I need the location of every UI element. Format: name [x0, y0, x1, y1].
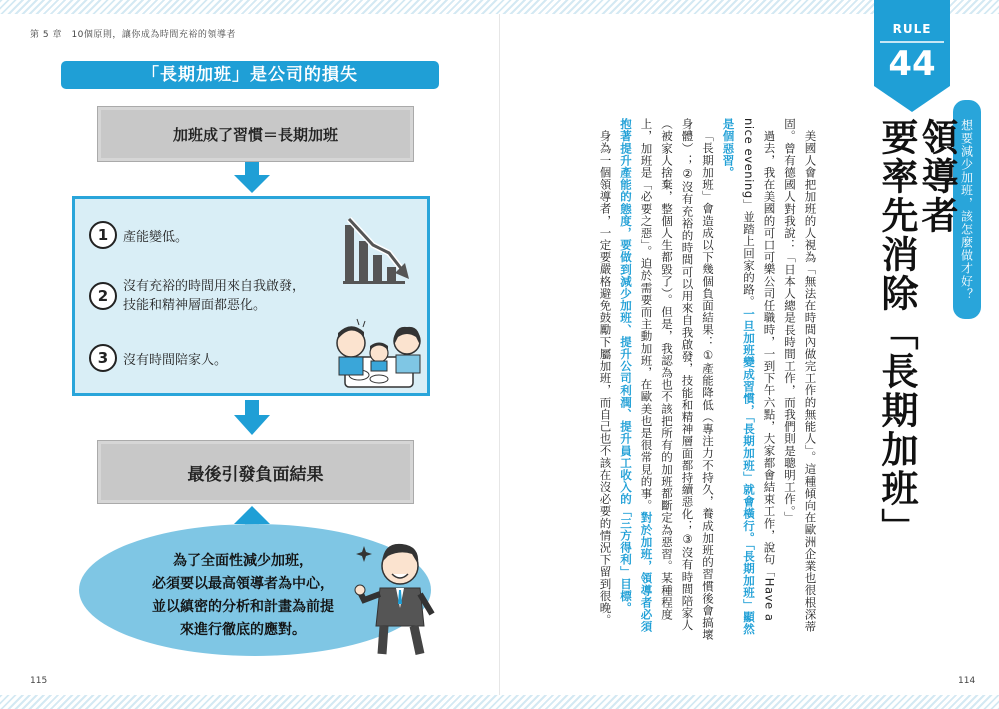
text-segment: 過去，我在美國的可口可樂公司任職時，一到下午六點，大家都會結束工作，說句「Have a nice evening」並踏上回家的路。: [742, 118, 777, 622]
paragraph: [718, 118, 780, 643]
family-illustration-icon: [331, 317, 427, 391]
paragraph: [780, 118, 821, 643]
bottom-stripe-border: [0, 695, 999, 709]
top-stripe-border: [0, 0, 999, 14]
chapter-header: 第 5 章 10個原則，讓你成為時間充裕的領導者: [30, 30, 236, 40]
text-segment: 身為一個領導者，一定要嚴格避免鼓勵下屬加班，而自己也不該在沒必要的情況下留到很晚。: [598, 129, 613, 626]
title-line-2: 要率先消除「長期加班」: [875, 118, 918, 547]
result-box: 最後引發負面結果: [97, 440, 414, 504]
title-line-1: 領導者: [915, 118, 958, 235]
text-segment: 「長期加班」會造成以下幾個負面結果：①產能降低（專注力不持久，養成加班的習慣後會搞壞身體）；②沒有充裕的時間可以用來自我啟發，技能和精神層面都持續惡化；③沒有時間陪家人（被家人捨棄，整個人生都毀了）。但是，我認為也不該把所有的加班都斷定為惡習。某種程度上，加班是「必要之惡」。迫於需要而主動加班，在歐美也是很常見的事。: [639, 118, 715, 641]
down-arrow-icon: [232, 162, 272, 194]
highlight-segment: 一旦加班變成習慣，「長期加班」就會橫行。「長期加班」顯然是個惡習。: [721, 118, 756, 635]
habit-box: 加班成了習慣＝長期加班: [97, 106, 414, 162]
number-badge: 3: [89, 344, 117, 372]
consequence-item-2: [89, 277, 305, 315]
paragraph: [616, 118, 719, 643]
consequence-text: 產能變低。: [123, 229, 189, 245]
tagline-pill: 想要減少加班，該怎麼做才好？: [953, 100, 981, 319]
number-badge: 1: [89, 221, 117, 249]
body-text: [595, 118, 821, 643]
rule-number: 44: [888, 44, 936, 84]
chapter-title: [876, 118, 956, 547]
leader-illustration-icon: [354, 538, 440, 658]
highlight-segment: 對於加班，領導者必須抱著提升產能的態度，要做到減少加班、提升公司利潤、提升員工收入的「三方得利」目標。: [619, 118, 654, 633]
consequence-text: 沒有充裕的時間用來自我啟發， 技能和精神層面都惡化。: [123, 279, 306, 313]
right-page-number: 114: [958, 676, 976, 686]
consequence-item-1: [89, 221, 188, 249]
consequence-text: 沒有時間陪家人。: [123, 352, 228, 368]
declining-chart-icon: [343, 217, 415, 287]
paragraph: [595, 118, 616, 643]
solution-text: 為了全面性減少加班， 必須要以最高領導者為中心， 並以縝密的分析和計畫為前提 來進行徹底的應對。: [152, 553, 334, 638]
number-badge: 2: [89, 282, 117, 310]
consequences-box: [72, 196, 430, 396]
diagram-title: 「長期加班」是公司的損失: [61, 61, 439, 89]
down-arrow-icon: [232, 400, 272, 436]
text-segment: 美國人會把加班的人視為「無法在時間內做完工作的無能人」。這種傾向在歐洲企業也很根深蒂固。曾有德國人對我說：「日本人總是長時間工作，而我們則是聰明工作。」: [783, 118, 818, 632]
page-spine: [499, 14, 500, 695]
consequence-item-3: [89, 344, 227, 372]
left-page-number: 115: [30, 676, 48, 686]
rule-label: RULE: [892, 22, 932, 36]
